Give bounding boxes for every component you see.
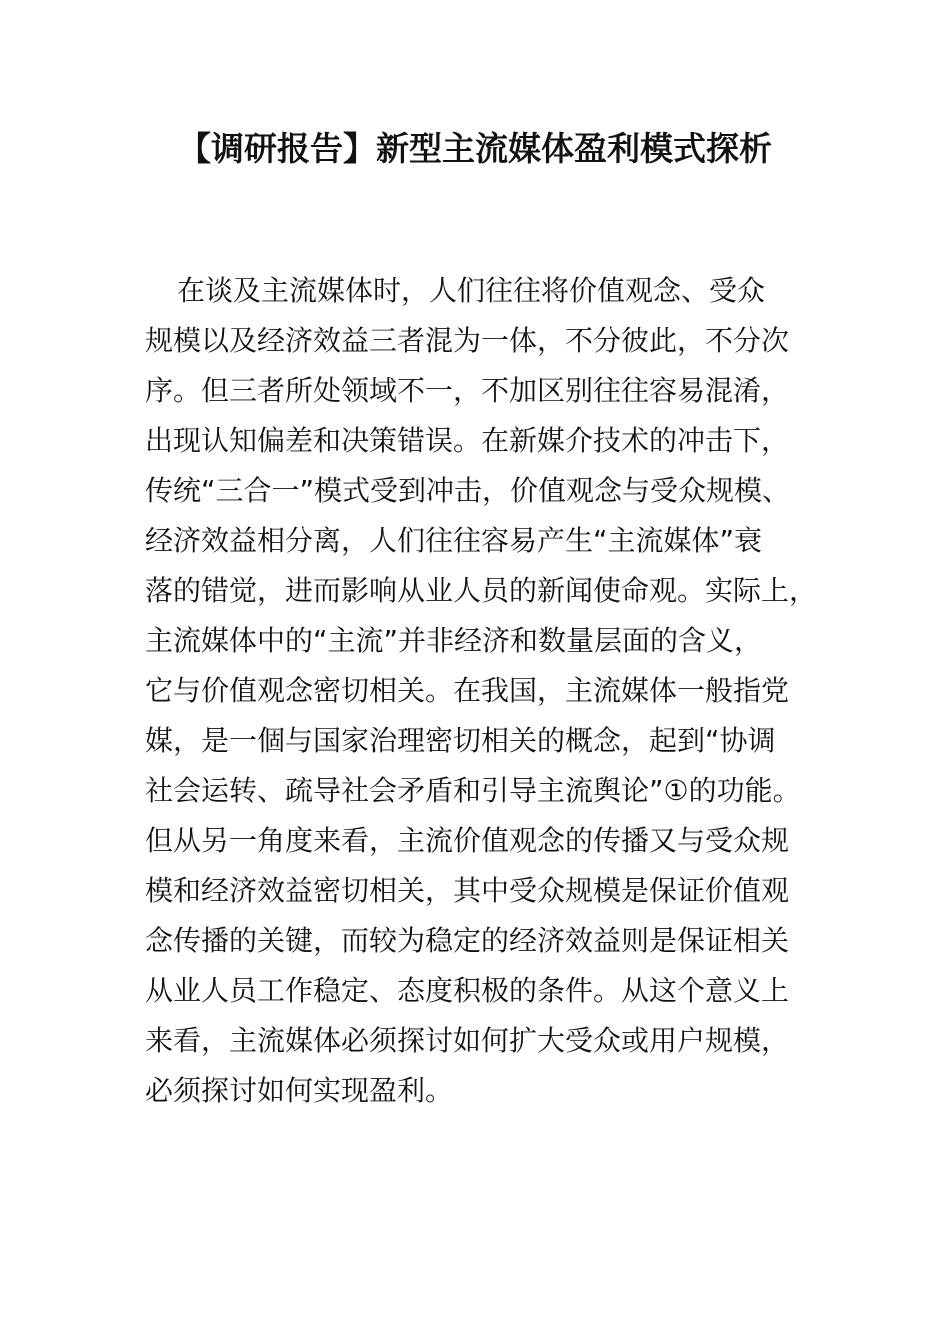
body-paragraph (145, 266, 845, 1116)
paragraph-line: 必须探讨如何实现盈利。 (145, 1074, 454, 1107)
paragraph-line: 来看，主流媒体必须探讨如何扩大受众或用户规模， (145, 1024, 790, 1057)
paragraph-line: 从业人员工作稳定、态度积极的条件。从这个意义上 (145, 974, 790, 1007)
paragraph-line: 模和经济效益密切相关，其中受众规模是保证价值观 (145, 874, 790, 907)
paragraph-line: 社会运转、疏导社会矛盾和引导主流舆论”①的功能。 (145, 774, 801, 807)
paragraph-line: 经济效益相分离，人们往往容易产生“主流媒体”衰 (145, 524, 763, 557)
paragraph-line: 但从另一角度来看，主流价值观念的传播又与受众规 (145, 824, 790, 857)
paragraph-line: 念传播的关键，而较为稳定的经济效益则是保证相关 (145, 924, 790, 957)
paragraph-line: 主流媒体中的“主流”并非经济和数量层面的含义， (145, 624, 763, 657)
paragraph-line: 媒，是一個与国家治理密切相关的概念，起到“协调 (145, 724, 776, 757)
paragraph-line: 传统“三合一”模式受到冲击，价值观念与受众规模、 (145, 474, 791, 507)
paragraph-line: 规模以及经济效益三者混为一体，不分彼此，不分次 (145, 324, 790, 357)
document-title: 【调研报告】新型主流媒体盈利模式探析 (178, 129, 772, 168)
paragraph-line: 在谈及主流媒体时，人们往往将价值观念、受众 (177, 274, 766, 307)
paragraph-line: 出现认知偏差和决策错误。在新媒介技术的冲击下， (145, 424, 790, 457)
paragraph-line: 它与价值观念密切相关。在我国，主流媒体一般指党 (145, 674, 790, 707)
paragraph-line: 落的错觉，进而影响从业人员的新闻使命观。实际上， (145, 574, 818, 607)
paragraph-line: 序。但三者所处领域不一，不加区别往往容易混淆， (145, 374, 790, 407)
